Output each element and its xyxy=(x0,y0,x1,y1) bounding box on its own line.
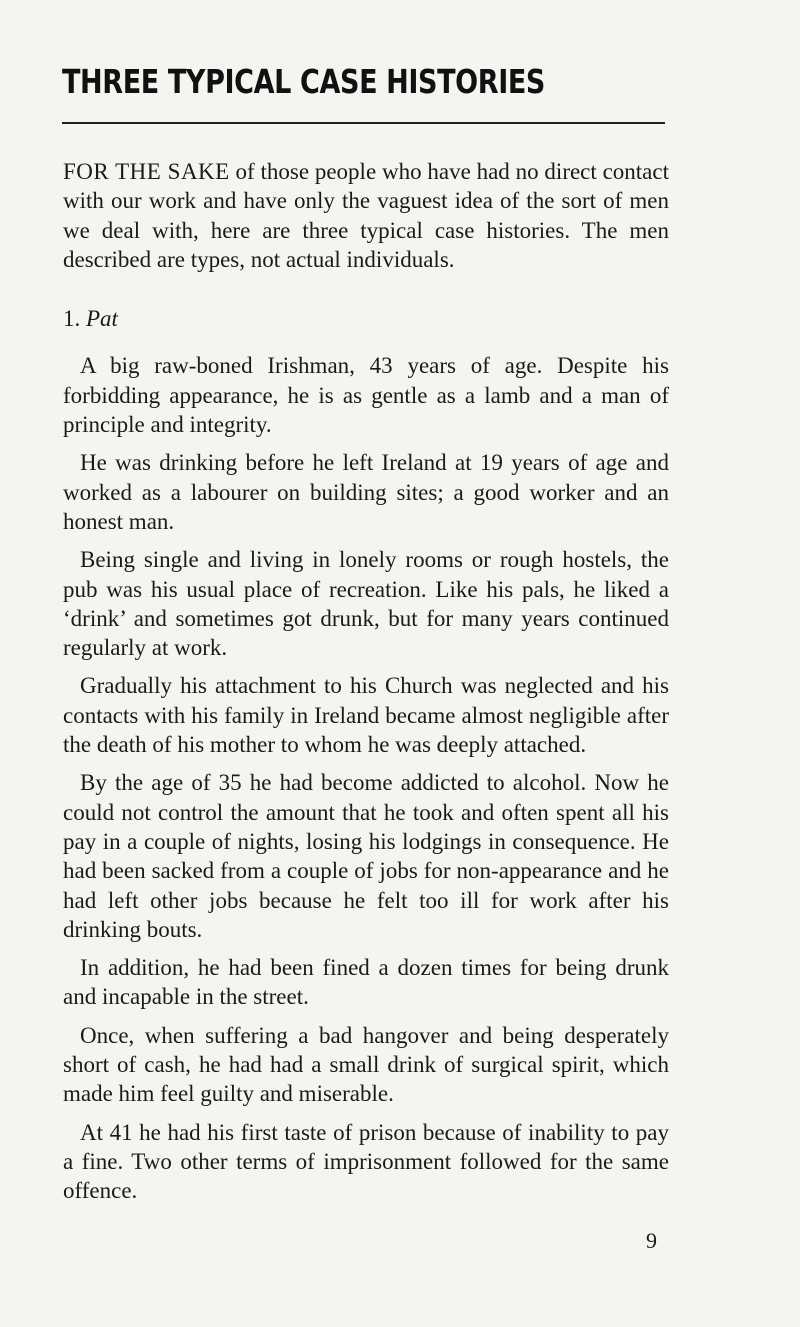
title-rule xyxy=(62,122,665,124)
section-name: Pat xyxy=(86,306,118,332)
body-text xyxy=(63,157,669,1215)
intro-text: of those people who have had no direct contact with our work and have only the vaguest idea of the sort of men we deal with, here are three typical case histories. The men described are types, not actual individuals. xyxy=(63,159,669,272)
paragraph: Gradually his attachment to his Church was neglected and his contacts with his family in Ireland became almost negligible after the death of his mother to whom he was deeply attached. xyxy=(63,673,669,758)
paragraph: In addition, he had been fined a dozen times for being drunk and incapable in the street. xyxy=(63,955,669,1010)
paragraph: Being single and living in lonely rooms or rough hostels, the pub was his usual place of recreation. Like his pals, he liked a ‘drink’ and sometimes got drunk, but for many years continued regularly at work. xyxy=(63,547,669,661)
paragraph: At 41 he had his first taste of prison because of inability to pay a fine. Two other terms of imprisonment followed for the same offence. xyxy=(63,1119,669,1204)
paragraph: A big raw-boned Irishman, 43 years of age. Despite his forbidding appearance, he is as gentle as a lamb and a man of principle and integrity. xyxy=(63,353,669,438)
intro-paragraph xyxy=(63,157,669,274)
paragraph: He was drinking before he left Ireland at 19 years of age and worked as a labourer on building sites; a good worker and an honest man. xyxy=(63,450,669,534)
page-number: 9 xyxy=(646,1228,657,1253)
intro-lead: FOR THE SAKE xyxy=(63,159,230,184)
paragraph: By the age of 35 he had become addicted to alcohol. Now he could not control the amount that he took and often spent all his pay in a couple of nights, losing his lodgings in consequence. He had been sacked from a couple of jobs for non-appearance and he had left other jobs because he felt too ill for work after his drinking bouts. xyxy=(63,770,669,942)
paragraph: Once, when suffering a bad hangover and being desperately short of cash, he had had a small drink of surgical spirit, which made him feel guilty and miserable. xyxy=(63,1022,669,1107)
section-number: 1. xyxy=(63,306,81,332)
page-title: THREE TYPICAL CASE HISTORIES xyxy=(62,62,546,101)
section-heading xyxy=(63,304,669,333)
